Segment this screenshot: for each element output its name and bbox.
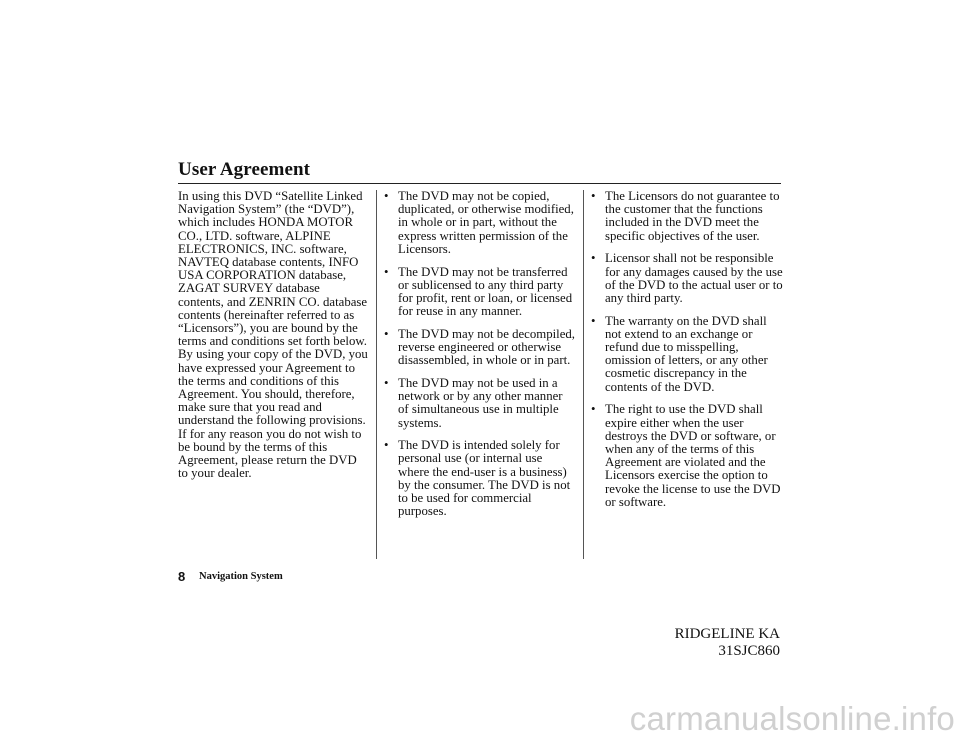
list-item-text: The DVD may not be transferred or sublicensed to any third party for profit, rent or loan, or licensed for reuse in any manner. [398, 264, 573, 319]
title-divider [178, 183, 781, 184]
list-item-text: The DVD may not be copied, duplicated, or otherwise modified, in whole or in part, without the express written permission of the Licensors. [398, 189, 574, 256]
bullet-icon: • [591, 251, 596, 266]
list-item [384, 377, 576, 430]
list-item [384, 439, 576, 518]
document-code: RIDGELINE KA 31SJC860 [674, 626, 780, 659]
list-item-text: The right to use the DVD shall expire either when the user destroys the DVD or software, or when any of the terms of this Agreement are violated and the Licensors exercise the option to revoke the license to use the DVD or software. [605, 402, 781, 509]
bullet-icon: • [384, 375, 389, 390]
footer-section-label: Navigation System [199, 571, 283, 582]
list-item [591, 403, 783, 509]
list-item-text: The Licensors do not guarantee to the customer that the functions included in the DVD meet the specific objectives of the user. [605, 189, 780, 243]
intro-column [178, 190, 368, 480]
list-item [384, 190, 576, 256]
bullet-icon: • [384, 326, 389, 341]
column-divider [583, 190, 584, 559]
restrictions-column [384, 190, 576, 528]
bullet-icon: • [591, 402, 596, 417]
page-title: User Agreement [178, 159, 311, 180]
page-number: 8 [178, 569, 186, 584]
list-item-text: The DVD may not be decompiled, reverse engineered or otherwise disassembled, in whole or in part. [398, 326, 575, 368]
intro-paragraph: In using this DVD “Satellite Linked Navigation System” (the “DVD”), which includes HONDA MOTOR CO., LTD. software, ALPINE ELECTRONICS, INC. software, NAVTEQ database contents, INFO USA CORPORATION database, ZAGAT SURVEY database contents, and ZENRIN CO. database contents (hereinafter referred to as “Licensors”), you are bound by the terms and conditions set forth below. [178, 189, 368, 349]
list-item-text: The DVD may not be used in a network or by any other manner of simultaneous use in multiple systems. [398, 375, 563, 430]
bullet-icon: • [591, 313, 596, 328]
agreement-paragraph: By using your copy of the DVD, you have expressed your Agreement to the terms and conditions of this Agreement. You should, therefore, make sure that you read and understand the following provisions. If for any reason you do not wish to be bound by the terms of this Agreement, please return the DVD to your dealer. [178, 347, 368, 481]
column-divider [376, 190, 377, 559]
list-item-text: The DVD is intended solely for personal use (or internal use where the end-user is a business) by the consumer. The DVD is not to be used for commercial purposes. [398, 438, 571, 519]
list-item [384, 266, 576, 319]
restrictions-list [384, 190, 576, 518]
bullet-icon: • [384, 189, 389, 203]
list-item-text: The warranty on the DVD shall not extend to an exchange or refund due to misspelling, omission of letters, or any other cosmetic discrepancy in the contents of the DVD. [605, 313, 768, 394]
list-item [384, 328, 576, 368]
list-item [591, 315, 783, 394]
list-item [591, 252, 783, 305]
site-watermark: carmanualsonline.info [629, 700, 955, 737]
list-item [591, 190, 783, 243]
warranty-column [591, 190, 783, 518]
bullet-icon: • [591, 189, 596, 203]
bullet-icon: • [384, 438, 389, 453]
bullet-icon: • [384, 264, 389, 279]
list-item-text: Licensor shall not be responsible for any damages caused by the use of the DVD to the actual user or to any third party. [605, 251, 783, 305]
warranty-list [591, 190, 783, 509]
